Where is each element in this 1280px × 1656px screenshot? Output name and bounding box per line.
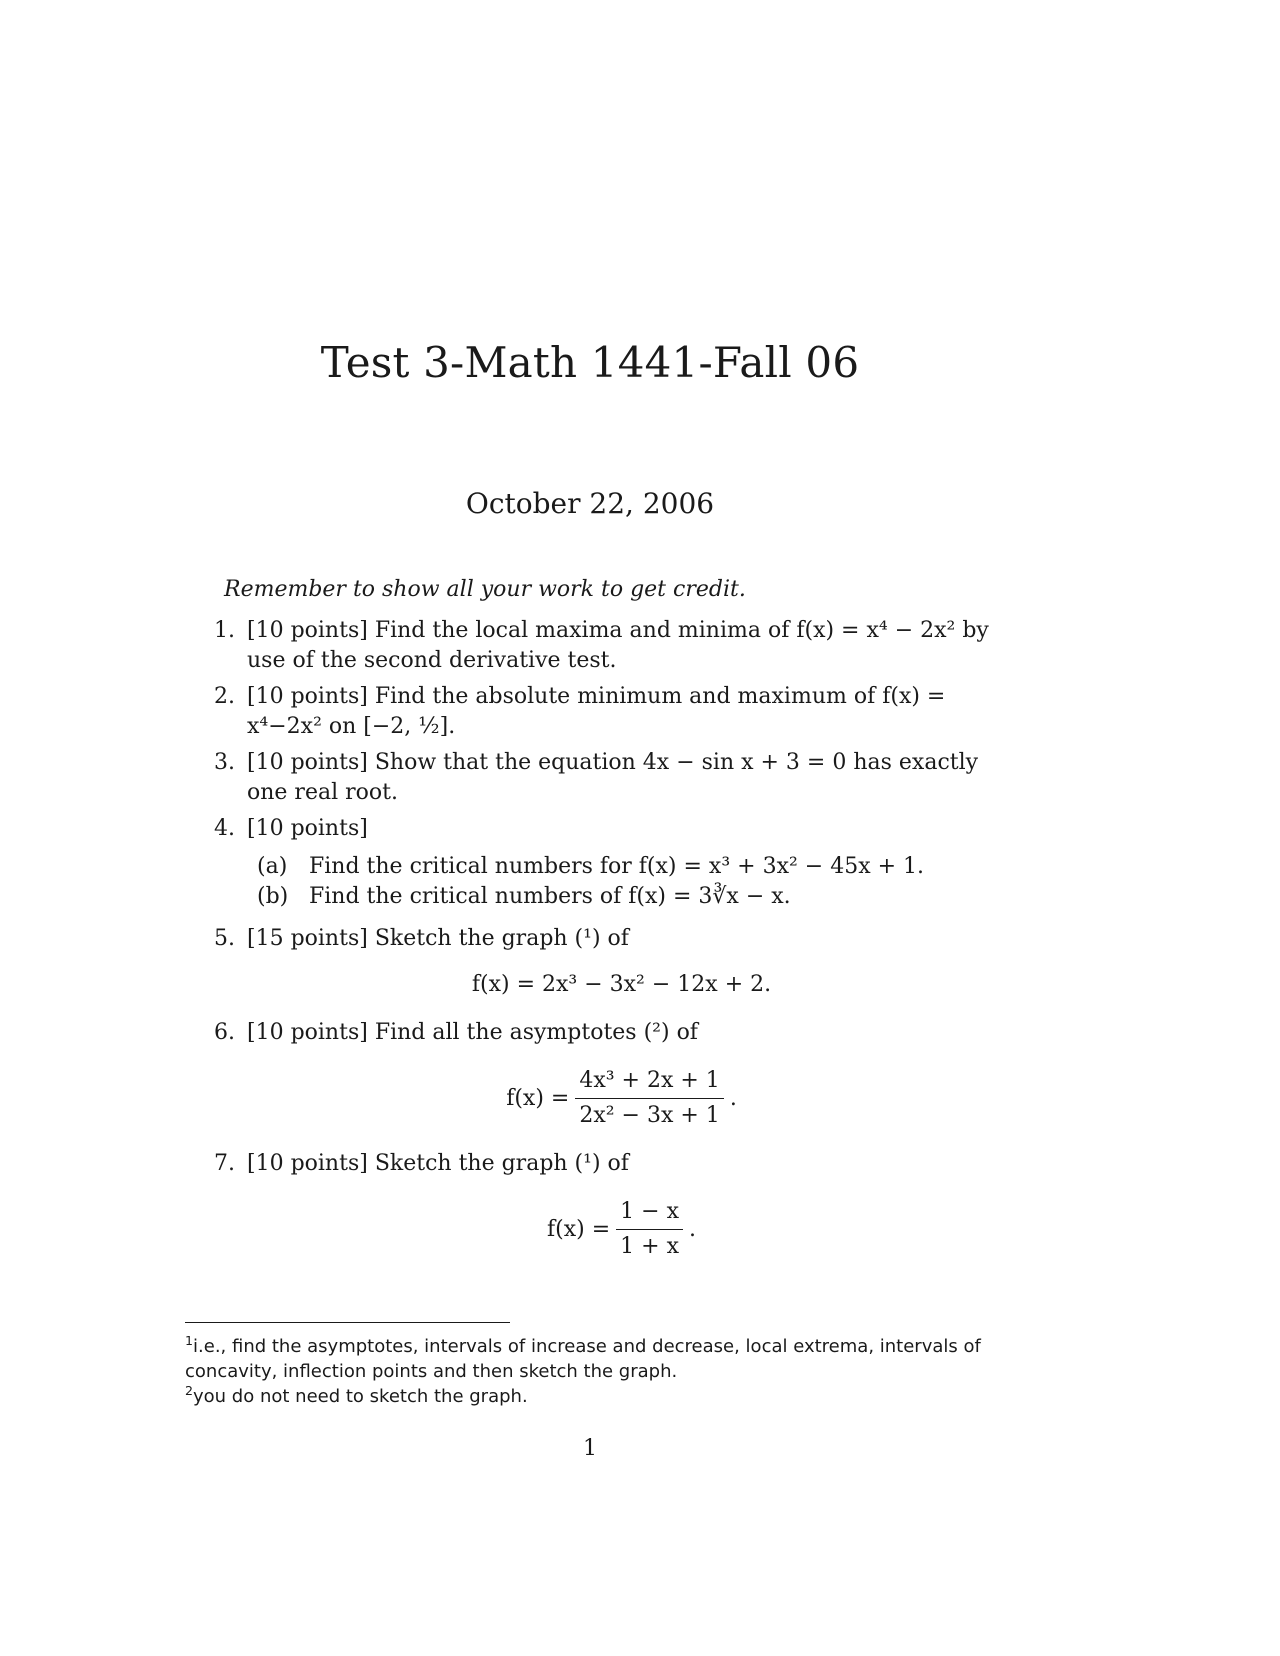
problem-text: Sketch the graph (¹) of (374, 1151, 629, 1176)
display-equation (247, 1066, 996, 1131)
page-title: Test 3-Math 1441-Fall 06 (320, 338, 860, 387)
problem-points: [10 points] (247, 750, 368, 775)
exam-date: October 22, 2006 (465, 487, 715, 520)
footnote-mark: 1 (185, 1333, 194, 1348)
problem-text: Show that the equation 4x − sin x + 3 = 0 has exactly one real root. (247, 750, 979, 805)
subpart-a (257, 852, 996, 882)
footnote-text: i.e., find the asymptotes, intervals of increase and decrease, local extrema, intervals of concavity, inflection points and then sketch the graph. (185, 1336, 981, 1382)
problem-number: 3. (214, 750, 235, 775)
footnote-mark: 2 (185, 1383, 194, 1398)
subparts (247, 852, 996, 912)
problem-text: Find the local maxima and minima of f(x) = x⁴ − 2x² by use of the second derivative test. (247, 618, 989, 673)
problem-text: Sketch the graph (¹) of (374, 926, 629, 951)
subpart-label: (a) (257, 854, 288, 879)
numerator: 4x³ + 2x + 1 (575, 1066, 723, 1099)
problem-points: [15 points] (247, 926, 368, 951)
fraction (575, 1066, 723, 1131)
problem-text: Find all the asymptotes (²) of (374, 1020, 698, 1045)
problem-4 (214, 814, 996, 912)
problem-6 (214, 1018, 996, 1131)
subpart-text: Find the critical numbers for f(x) = x³ + 3x² − 45x + 1. (309, 854, 925, 879)
problem-list (214, 616, 996, 1280)
problem-number: 6. (214, 1020, 235, 1045)
problem-number: 4. (214, 816, 235, 841)
footnote-1 (185, 1328, 1000, 1384)
equation-lhs: f(x) = (547, 1216, 611, 1242)
problem-number: 7. (214, 1151, 235, 1176)
problem-number: 2. (214, 684, 235, 709)
footnote-2 (185, 1378, 1000, 1409)
problem-5 (214, 924, 996, 1000)
equation-end: . (729, 1085, 737, 1111)
problem-points: [10 points] (247, 816, 368, 841)
page-number: 1 (583, 1436, 597, 1461)
problem-points: [10 points] (247, 1151, 368, 1176)
subpart-label: (b) (257, 884, 289, 909)
footnote-text: you do not need to sketch the graph. (193, 1386, 528, 1407)
problem-points: [10 points] (247, 1020, 368, 1045)
denominator: 2x² − 3x + 1 (579, 1103, 720, 1128)
problem-number: 1. (214, 618, 235, 643)
subpart-text: Find the critical numbers of f(x) = 3∛x − x. (309, 884, 791, 909)
numerator: 1 − x (616, 1197, 683, 1230)
equation-lhs: f(x) = (506, 1085, 570, 1111)
problem-1 (214, 616, 996, 676)
display-equation (247, 1197, 996, 1262)
instructions: Remember to show all your work to get credit. (224, 577, 746, 602)
denominator: 1 + x (620, 1234, 679, 1259)
footnote-rule (185, 1322, 510, 1323)
problem-text: Find the absolute minimum and maximum of f(x) = x⁴−2x² on [−2, ½]. (247, 684, 946, 739)
fraction (616, 1197, 683, 1262)
problem-7 (214, 1149, 996, 1262)
problem-number: 5. (214, 926, 235, 951)
problem-points: [10 points] (247, 618, 368, 643)
problem-3 (214, 748, 996, 808)
subpart-b (257, 882, 996, 912)
display-equation: f(x) = 2x³ − 3x² − 12x + 2. (471, 972, 772, 997)
problem-2 (214, 682, 996, 742)
problem-points: [10 points] (247, 684, 368, 709)
equation-end: . (688, 1216, 696, 1242)
